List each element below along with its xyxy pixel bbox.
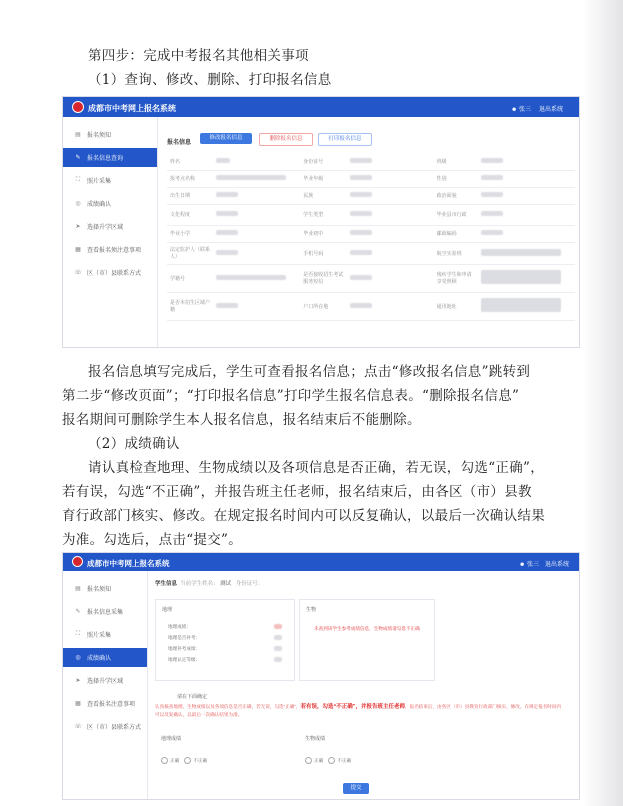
id-number-label: 身份证号：	[235, 581, 264, 587]
sidebar-item[interactable]	[63, 125, 157, 144]
list-icon: ▦	[75, 247, 81, 253]
table-row	[167, 292, 575, 320]
field-value	[478, 242, 575, 264]
paragraph-query-line-2: 第二步“修改页面”；“打印报名信息”打印学生报名信息表。“删除报名信息”	[62, 388, 520, 404]
student-info-header	[155, 579, 263, 587]
document-icon: ▤	[75, 586, 81, 592]
geography-item: 地理成绩：	[168, 624, 191, 629]
biology-note: 未查到该学生参考成绩信息，生物成绩请勾选不正确	[314, 626, 420, 631]
sidebar	[63, 117, 158, 347]
redacted-value	[350, 192, 372, 197]
user-name[interactable]: ☻ 张三	[519, 562, 539, 568]
section-label: 报名信息	[167, 140, 192, 146]
field-label: 民族	[300, 187, 346, 204]
sidebar-item[interactable]	[63, 579, 147, 598]
field-label: 出生日期	[167, 187, 213, 204]
redacted-value	[350, 175, 372, 180]
redacted-value	[481, 158, 503, 163]
notice-tail: ，报名结束后，由各区（市）县教育行政部门核实、修改。在规定报名时间内可以反复确认，以最后一次确认结果为准。	[155, 704, 562, 717]
redacted-value	[481, 270, 561, 284]
geography-item: 地理认定等级：	[168, 657, 201, 662]
field-label: 报考点名称	[167, 170, 213, 187]
field-label: 手机号码	[300, 242, 346, 264]
sidebar-item[interactable]	[63, 625, 147, 644]
biology-title: 生物	[306, 607, 317, 613]
field-label: 班级	[434, 153, 478, 170]
redacted-value	[481, 211, 503, 216]
edit-icon: ✎	[75, 609, 81, 615]
student-name-label: 当前学生姓名：	[180, 581, 219, 587]
sidebar-item-label: 报名信息查询	[87, 156, 124, 162]
sidebar-item[interactable]	[63, 217, 157, 236]
table-row	[167, 187, 575, 204]
field-value	[478, 264, 575, 292]
field-label: 毕业小学	[167, 225, 213, 242]
submit-button[interactable]: 提交	[343, 783, 369, 794]
phone-icon: ☏	[74, 724, 82, 730]
sidebar-item-label: 成绩确认	[87, 202, 112, 208]
subheading-query: （1）查询、修改、删除、打印报名信息	[88, 72, 332, 88]
notice-bold: 若有误，勾选“不正确”，并报告班主任老师	[300, 704, 405, 710]
redacted-value	[350, 275, 372, 280]
confirm-notice	[155, 703, 565, 718]
student-info-label: 学生信息	[155, 581, 178, 587]
redacted-value	[481, 192, 503, 197]
sidebar-item[interactable]	[63, 240, 157, 259]
logo-icon	[72, 556, 83, 567]
field-value	[347, 242, 434, 264]
field-label: 是否本招生区域户籍	[167, 292, 213, 320]
logout-link[interactable]: 退出系统	[539, 107, 564, 113]
sidebar-item-label: 成绩确认	[87, 656, 112, 662]
edit-icon: ✎	[75, 155, 81, 161]
logo-icon	[72, 101, 84, 113]
field-value	[347, 204, 434, 225]
subheading-score-confirm: （2）成绩确认	[88, 436, 180, 452]
biology-correct-radio[interactable]: 正确	[305, 758, 323, 763]
redacted-value	[481, 298, 561, 312]
biology-panel	[299, 599, 435, 681]
field-label: 毕业初中	[300, 225, 346, 242]
redacted-value	[350, 303, 372, 308]
table-row	[167, 264, 575, 292]
paragraph-query-line-3: 报名期间可删除学生本人报名信息，报名结束后不能删除。	[62, 412, 421, 428]
app-header	[63, 97, 579, 117]
sidebar-item[interactable]	[63, 717, 147, 736]
field-value	[347, 292, 434, 320]
notice-plain: 认真核查地理、生物成绩以及各项信息是否正确，若无误，勾选“正确”，	[155, 704, 301, 709]
redacted-value	[216, 192, 238, 197]
app-title: 成都市中考网上报名系统	[87, 559, 170, 568]
sidebar-item-label: 查看报名注意事项	[87, 702, 136, 708]
field-label: 户口所在地	[300, 292, 346, 320]
biology-radio-group	[305, 757, 351, 764]
logout-link[interactable]: 退出系统	[545, 562, 570, 568]
sidebar-item[interactable]	[63, 171, 157, 190]
biology-confirm-label: 生物成绩	[305, 736, 326, 742]
camera-icon: ⛶	[75, 631, 81, 637]
field-value	[347, 187, 434, 204]
paragraph-query-line-1: 报名信息填写完成后，学生可查看报名信息；点击“修改报名信息”跳转到	[88, 364, 531, 380]
sidebar-item[interactable]	[63, 602, 147, 621]
field-label: 毕业年级	[300, 170, 346, 187]
paragraph-score-line-1: 请认真检查地理、生物成绩以及各项信息是否正确，若无误，勾选“正确”，	[88, 460, 545, 476]
check-circle-icon: ◎	[75, 655, 81, 661]
sidebar-item-label: 报名信息采集	[87, 610, 124, 616]
redacted-value	[216, 158, 230, 163]
field-label: 邮政编码	[434, 225, 478, 242]
sidebar-item-label: 选择升学区域	[87, 225, 124, 231]
field-label: 毕业县市行政	[434, 204, 478, 225]
redacted-value	[481, 249, 561, 256]
page-edge-shadow	[583, 0, 623, 806]
sidebar-item-label: 区（市）县联系方式	[87, 725, 142, 731]
redacted-value	[274, 635, 282, 640]
user-name[interactable]: ☻ 张三	[511, 107, 531, 113]
sidebar-item[interactable]	[63, 194, 157, 213]
redacted-value	[216, 303, 238, 308]
field-label: 法定监护人（联系人）	[167, 242, 213, 264]
field-value	[213, 187, 300, 204]
redacted-value	[216, 230, 238, 235]
screenshot-score-confirm	[62, 552, 580, 800]
redacted-value	[274, 646, 282, 651]
field-value	[213, 242, 300, 264]
user-label: 张三	[518, 107, 531, 113]
geography-title: 地理	[162, 607, 173, 613]
field-label: 学生类型	[300, 204, 346, 225]
sidebar-item-label: 区（市）县联系方式	[87, 271, 142, 277]
sidebar-item-label: 报名须知	[87, 587, 112, 593]
document-icon: ▤	[75, 132, 81, 138]
table-row	[167, 204, 575, 225]
geography-radio-group	[161, 757, 207, 764]
redacted-value	[350, 158, 372, 163]
redacted-value	[350, 230, 372, 235]
field-value	[347, 264, 434, 292]
field-label: 身份证号	[300, 153, 346, 170]
field-label: 航空实验班	[434, 242, 478, 264]
sidebar-item-label: 选择升学区域	[87, 679, 124, 685]
camera-icon: ⛶	[75, 177, 81, 183]
redacted-value	[216, 275, 286, 280]
field-label: 残疾学生和申请享受照顾	[434, 264, 478, 292]
student-name: 测试	[220, 581, 232, 587]
redacted-value	[216, 175, 286, 180]
field-value	[347, 153, 434, 170]
paragraph-score-line-4: 为准。勾选后，点击“提交”。	[62, 532, 243, 548]
list-icon: ▦	[75, 701, 81, 707]
geography-item: 地理补考成绩：	[168, 646, 201, 651]
field-value	[347, 225, 434, 242]
sidebar-item[interactable]	[63, 648, 147, 667]
sidebar-item[interactable]	[63, 671, 147, 690]
field-label: 性别	[434, 170, 478, 187]
user-label: 张三	[526, 562, 539, 568]
table-row	[167, 170, 575, 187]
field-label: 文化程度	[167, 204, 213, 225]
screenshot-registration-info	[62, 96, 580, 348]
geography-panel	[155, 599, 295, 681]
field-value	[478, 153, 575, 170]
app-header	[63, 553, 579, 571]
sidebar-item[interactable]	[63, 148, 157, 167]
redacted-value	[350, 250, 372, 255]
field-value	[213, 153, 300, 170]
geography-item: 地理是否补考：	[168, 635, 201, 640]
field-label: 政治面貌	[434, 187, 478, 204]
send-icon: ➤	[75, 224, 81, 230]
field-value	[213, 292, 300, 320]
redacted-value	[350, 211, 372, 216]
field-value	[478, 292, 575, 320]
phone-icon: ☏	[74, 270, 82, 276]
sidebar-item-label: 报名须知	[87, 133, 112, 139]
sidebar-item-label: 照片采集	[87, 179, 112, 185]
field-value	[213, 204, 300, 225]
geography-correct-radio[interactable]: 正确	[161, 758, 179, 763]
sidebar-item[interactable]	[63, 694, 147, 713]
sidebar-item-label: 照片采集	[87, 633, 112, 639]
table-row	[167, 153, 575, 170]
field-value	[213, 170, 300, 187]
sidebar-item[interactable]	[63, 263, 157, 282]
print-info-button[interactable]: 打印报名信息	[318, 133, 372, 146]
redacted-value	[481, 230, 503, 235]
field-value	[478, 187, 575, 204]
check-circle-icon: ◎	[75, 201, 81, 207]
redacted-value	[216, 211, 238, 216]
biology-incorrect-radio[interactable]: 不正确	[328, 758, 351, 763]
field-value	[478, 170, 575, 187]
field-value	[347, 170, 434, 187]
paragraph-score-line-3: 育行政部门核实、修改。在规定报名时间内可以反复确认，以最后一次确认结果	[62, 508, 545, 524]
table-row	[167, 242, 575, 264]
sidebar	[63, 571, 148, 799]
modify-info-button[interactable]: 修改报名信息	[200, 133, 252, 144]
paragraph-score-line-2: 若有误，勾选“不正确”，并报告班主任老师，报名结束后，由各区（市）县教	[62, 484, 532, 500]
field-value	[213, 264, 300, 292]
delete-info-button[interactable]: 删除报名信息	[259, 133, 313, 146]
app-title: 成都市中考网上报名系统	[88, 104, 176, 113]
geography-confirm-label: 地理成绩	[161, 736, 182, 742]
field-value	[213, 225, 300, 242]
table-row	[167, 225, 575, 242]
field-label: 学籍号	[167, 264, 213, 292]
registration-info-table	[167, 153, 575, 321]
redacted-value	[274, 624, 282, 629]
field-value	[478, 204, 575, 225]
confirm-title: 请在下面确定	[177, 694, 208, 700]
redacted-value	[274, 657, 282, 662]
step-heading: 第四步：完成中考报名其他相关事项	[88, 48, 309, 64]
send-icon: ➤	[75, 678, 81, 684]
sidebar-item-label: 查看报名须注意事项	[87, 248, 142, 254]
field-label: 通讯地址	[434, 292, 478, 320]
geography-incorrect-radio[interactable]: 不正确	[184, 758, 207, 763]
confirm-panel	[155, 687, 575, 779]
redacted-value	[481, 175, 503, 180]
field-label: 姓名	[167, 153, 213, 170]
redacted-value	[216, 250, 238, 255]
field-label: 是否接收招生考试服务短信	[300, 264, 346, 292]
field-value	[478, 225, 575, 242]
